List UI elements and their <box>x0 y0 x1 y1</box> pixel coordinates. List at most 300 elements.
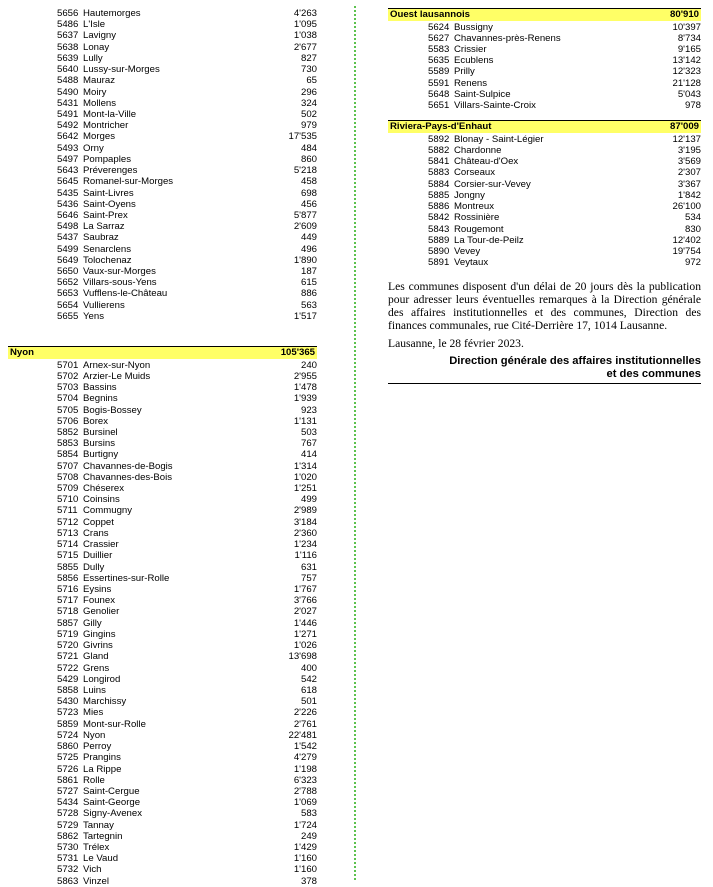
commune-name: Gilly <box>83 617 102 629</box>
commune-name: Vich <box>83 864 102 876</box>
commune-population: 1'271 <box>293 628 317 640</box>
commune-code: 5843 <box>428 223 450 235</box>
commune-row <box>8 165 317 176</box>
commune-population: 979 <box>300 120 317 132</box>
commune-name: Gingins <box>83 628 116 640</box>
commune-name: Longirod <box>83 673 121 685</box>
commune-population: 767 <box>300 438 317 450</box>
commune-name: Ecublens <box>454 55 494 67</box>
commune-code: 5651 <box>428 100 450 112</box>
commune-code: 5434 <box>57 797 79 809</box>
commune-population: 1'478 <box>293 382 317 394</box>
commune-code: 5490 <box>57 86 79 98</box>
commune-row <box>388 22 701 33</box>
commune-code: 5499 <box>57 243 79 255</box>
commune-name: Tartegnin <box>83 830 123 842</box>
date-line: Lausanne, le 28 février 2023. <box>388 337 524 351</box>
commune-code: 5708 <box>57 471 79 483</box>
commune-name: Saint-Livres <box>83 187 134 199</box>
commune-population: 3'195 <box>677 144 701 156</box>
commune-code: 5649 <box>57 254 79 266</box>
commune-population: 1'767 <box>293 584 317 595</box>
commune-row <box>8 53 317 64</box>
signature-block <box>388 355 701 384</box>
commune-code: 5858 <box>57 684 79 696</box>
commune-population: 730 <box>300 64 317 76</box>
commune-code: 5853 <box>57 438 79 450</box>
commune-row <box>8 199 317 210</box>
commune-code: 5709 <box>57 483 79 495</box>
commune-code: 5589 <box>428 66 450 78</box>
commune-row <box>8 764 317 775</box>
commune-code: 5639 <box>57 52 79 64</box>
commune-name: Mont-sur-Rolle <box>83 718 146 730</box>
commune-name: Tolochenaz <box>83 254 132 266</box>
commune-row <box>8 405 317 416</box>
commune-row <box>388 100 701 111</box>
commune-name: Arnex-sur-Nyon <box>83 359 151 371</box>
commune-name: Borex <box>83 415 109 427</box>
commune-code: 5712 <box>57 516 79 528</box>
commune-population: 12'323 <box>672 66 701 78</box>
commune-name: Gland <box>83 651 109 663</box>
commune-population: 1'251 <box>293 483 317 495</box>
commune-population: 1'095 <box>293 19 317 31</box>
commune-population: 5'877 <box>293 209 317 221</box>
commune-row <box>388 235 701 246</box>
commune-name: Morges <box>83 131 115 143</box>
commune-row <box>8 864 317 875</box>
commune-name: Nyon <box>83 729 106 741</box>
commune-name: Vevey <box>454 245 481 257</box>
commune-population: 886 <box>300 288 317 300</box>
commune-code: 5707 <box>57 460 79 472</box>
commune-name: Prilly <box>454 66 475 78</box>
commune-row <box>8 752 317 763</box>
commune-row <box>388 246 701 257</box>
commune-row <box>8 539 317 550</box>
commune-code: 5492 <box>57 120 79 132</box>
commune-population: 1'842 <box>677 189 701 201</box>
commune-code: 5431 <box>57 97 79 109</box>
commune-row <box>8 629 317 640</box>
commune-name: Givrins <box>83 640 113 652</box>
commune-population: 240 <box>300 359 317 371</box>
commune-population: 12'137 <box>672 133 701 145</box>
commune-name: Tannay <box>83 819 114 831</box>
commune-row <box>8 483 317 494</box>
commune-population: 378 <box>300 875 317 887</box>
commune-name: Chavannes-de-Bogis <box>83 460 173 472</box>
left-column <box>8 8 317 887</box>
commune-row <box>8 808 317 819</box>
commune-code: 5643 <box>57 165 79 177</box>
commune-population: 1'131 <box>293 415 317 427</box>
commune-population: 9'165 <box>677 43 701 55</box>
commune-population: 1'160 <box>293 864 317 876</box>
commune-population: 618 <box>300 684 317 696</box>
commune-name: Veytaux <box>454 257 489 269</box>
commune-name: Chavannes-près-Renens <box>454 32 561 44</box>
commune-code: 5842 <box>428 212 450 224</box>
commune-row <box>8 154 317 165</box>
commune-row <box>388 224 701 235</box>
commune-row <box>8 696 317 707</box>
commune-row <box>388 89 701 100</box>
commune-code: 5703 <box>57 382 79 394</box>
commune-row <box>8 528 317 539</box>
district-total: 80'910 <box>670 9 699 20</box>
commune-row <box>388 179 701 190</box>
commune-population: 1'026 <box>293 640 317 652</box>
commune-row <box>8 176 317 187</box>
commune-population: 458 <box>300 176 317 188</box>
commune-row <box>8 618 317 629</box>
commune-population: 456 <box>300 198 317 210</box>
commune-code: 5710 <box>57 494 79 506</box>
commune-name: Hautemorges <box>83 8 141 19</box>
commune-population: 8'734 <box>677 32 701 44</box>
commune-row <box>8 730 317 741</box>
commune-name: Romanel-sur-Morges <box>83 176 174 188</box>
commune-code: 5429 <box>57 673 79 685</box>
commune-population: 1'069 <box>293 797 317 809</box>
commune-population: 2'027 <box>293 606 317 618</box>
commune-name: Saint-George <box>83 797 141 809</box>
commune-row <box>8 707 317 718</box>
commune-row <box>8 719 317 730</box>
commune-name: Senarclens <box>83 243 131 255</box>
commune-population: 502 <box>300 108 317 120</box>
commune-population: 563 <box>300 299 317 311</box>
commune-population: 10'397 <box>672 21 701 33</box>
commune-code: 5491 <box>57 108 79 120</box>
commune-population: 972 <box>684 257 701 269</box>
commune-name: Commugny <box>83 505 133 517</box>
commune-population: 4'263 <box>293 8 317 19</box>
commune-population: 3'766 <box>293 595 317 607</box>
notice-paragraph: Les communes disposent d'un délai de 20 jours dès la publication pour adresser leurs éventuelles remarques à la Direction générale des affaires institutionnelles et des communes, Direction des finances communales, rue Cité-Derrière 17, 1014 Lausanne. <box>388 280 701 333</box>
commune-code: 5718 <box>57 606 79 618</box>
commune-population: 1'939 <box>293 393 317 405</box>
commune-code: 5890 <box>428 245 450 257</box>
commune-population: 19'754 <box>672 245 701 257</box>
commune-row <box>8 371 317 382</box>
commune-name: Founex <box>83 595 115 607</box>
ouest-lausannois-list <box>388 22 701 112</box>
commune-population: 249 <box>300 830 317 842</box>
commune-code: 5627 <box>428 32 450 44</box>
commune-name: Villars-Sainte-Croix <box>454 100 536 112</box>
district-header-riviera <box>388 120 701 133</box>
commune-row <box>8 573 317 584</box>
commune-name: Bussigny <box>454 21 493 33</box>
commune-population: 583 <box>300 808 317 820</box>
commune-population: 757 <box>300 572 317 584</box>
commune-row <box>8 87 317 98</box>
commune-code: 5854 <box>57 449 79 461</box>
commune-code: 5721 <box>57 651 79 663</box>
commune-population: 26'100 <box>672 201 701 213</box>
commune-code: 5884 <box>428 178 450 190</box>
commune-population: 503 <box>300 426 317 438</box>
commune-population: 615 <box>300 277 317 289</box>
commune-code: 5856 <box>57 572 79 584</box>
commune-population: 2'761 <box>293 718 317 730</box>
commune-name: Lavigny <box>83 30 117 42</box>
commune-code: 5497 <box>57 153 79 165</box>
commune-population: 830 <box>684 223 701 235</box>
commune-name: Burtigny <box>83 449 119 461</box>
commune-row <box>8 505 317 516</box>
commune-code: 5435 <box>57 187 79 199</box>
commune-code: 5892 <box>428 133 450 145</box>
commune-population: 1'116 <box>294 550 317 562</box>
commune-code: 5436 <box>57 198 79 210</box>
commune-code: 5732 <box>57 864 79 876</box>
commune-code: 5889 <box>428 234 450 246</box>
commune-population: 17'535 <box>288 131 317 143</box>
commune-row <box>8 494 317 505</box>
commune-code: 5652 <box>57 277 79 289</box>
commune-population: 499 <box>300 494 317 506</box>
commune-code: 5583 <box>428 43 450 55</box>
commune-name: Trélex <box>83 842 110 854</box>
commune-population: 2'955 <box>293 370 317 382</box>
commune-row <box>8 427 317 438</box>
commune-name: Chardonne <box>454 144 502 156</box>
commune-row <box>8 820 317 831</box>
commune-row <box>8 64 317 75</box>
commune-code: 5646 <box>57 209 79 221</box>
commune-name: Mollens <box>83 97 117 109</box>
commune-name: Villars-sous-Yens <box>83 277 157 289</box>
commune-name: Pompaples <box>83 153 131 165</box>
commune-population: 22'481 <box>288 729 317 741</box>
commune-row <box>8 98 317 109</box>
commune-code: 5725 <box>57 752 79 764</box>
commune-code: 5437 <box>57 232 79 244</box>
district-header-ouest-lausannois <box>388 8 701 21</box>
commune-row <box>388 55 701 66</box>
district-total: 105'365 <box>280 347 315 359</box>
commune-code: 5704 <box>57 393 79 405</box>
commune-code: 5705 <box>57 404 79 416</box>
commune-code: 5498 <box>57 221 79 233</box>
commune-code: 5731 <box>57 853 79 865</box>
commune-name: Vaux-sur-Morges <box>83 266 156 278</box>
commune-population: 484 <box>300 142 317 154</box>
commune-row <box>8 842 317 853</box>
commune-row <box>8 685 317 696</box>
commune-name: Eysins <box>83 584 112 595</box>
commune-code: 5655 <box>57 310 79 322</box>
commune-name: Crassier <box>83 539 119 551</box>
commune-name: Préverenges <box>83 165 138 177</box>
commune-code: 5648 <box>428 88 450 100</box>
commune-row <box>8 288 317 299</box>
commune-code: 5727 <box>57 785 79 797</box>
commune-population: 5'043 <box>677 88 701 100</box>
commune-row <box>388 167 701 178</box>
commune-population: 1'198 <box>293 763 317 775</box>
commune-row <box>8 517 317 528</box>
commune-row <box>8 19 317 30</box>
commune-row <box>8 8 317 19</box>
commune-row <box>388 257 701 268</box>
commune-population: 414 <box>300 449 317 461</box>
commune-row <box>8 853 317 864</box>
commune-name: Dully <box>83 561 105 573</box>
commune-population: 3'367 <box>677 178 701 190</box>
commune-row <box>8 109 317 120</box>
commune-population: 5'218 <box>293 165 317 177</box>
commune-name: Château-d'Oex <box>454 156 519 168</box>
commune-name: Coinsins <box>83 494 120 506</box>
commune-population: 13'698 <box>288 651 317 663</box>
commune-name: Saint-Sulpice <box>454 88 511 100</box>
commune-name: Orny <box>83 142 104 154</box>
commune-name: La Tour-de-Peilz <box>454 234 524 246</box>
commune-row <box>388 212 701 223</box>
commune-code: 5488 <box>57 75 79 87</box>
commune-population: 1'724 <box>293 819 317 831</box>
commune-name: La Rippe <box>83 763 122 775</box>
commune-name: Marchissy <box>83 696 127 708</box>
commune-name: Coppet <box>83 516 114 528</box>
commune-population: 1'160 <box>293 853 317 865</box>
commune-population: 2'677 <box>293 41 317 53</box>
commune-name: Chéserex <box>83 483 125 495</box>
commune-code: 5855 <box>57 561 79 573</box>
commune-code: 5714 <box>57 539 79 551</box>
commune-code: 5841 <box>428 156 450 168</box>
commune-row <box>388 145 701 156</box>
commune-population: 400 <box>300 662 317 674</box>
commune-code: 5726 <box>57 763 79 775</box>
commune-code: 5852 <box>57 426 79 438</box>
commune-name: Crissier <box>454 43 487 55</box>
commune-name: Rougemont <box>454 223 504 235</box>
commune-code: 5859 <box>57 718 79 730</box>
commune-population: 542 <box>300 673 317 685</box>
commune-population: 698 <box>300 187 317 199</box>
commune-code: 5730 <box>57 842 79 854</box>
commune-name: La Sarraz <box>83 221 125 233</box>
commune-row <box>8 30 317 41</box>
commune-code: 5645 <box>57 176 79 188</box>
district-total: 87'009 <box>670 121 699 133</box>
commune-population: 324 <box>300 97 317 109</box>
commune-row <box>8 449 317 460</box>
commune-code: 5701 <box>57 359 79 371</box>
commune-row <box>8 595 317 606</box>
commune-row <box>8 461 317 472</box>
commune-name: Bassins <box>83 382 117 394</box>
commune-population: 2'788 <box>293 785 317 797</box>
commune-row <box>8 255 317 266</box>
commune-population: 501 <box>300 696 317 708</box>
commune-row <box>8 188 317 199</box>
commune-population: 496 <box>300 243 317 255</box>
commune-code: 5885 <box>428 189 450 201</box>
commune-code: 5717 <box>57 595 79 607</box>
commune-name: Le Vaud <box>83 853 119 865</box>
commune-row <box>8 472 317 483</box>
commune-row <box>8 120 317 131</box>
commune-name: Lonay <box>83 41 110 53</box>
commune-population: 2'989 <box>293 505 317 517</box>
commune-name: Arzier-Le Muids <box>83 370 151 382</box>
district-name: Nyon <box>10 347 34 359</box>
commune-row <box>8 75 317 86</box>
commune-row <box>8 438 317 449</box>
commune-row <box>8 831 317 842</box>
commune-row <box>8 584 317 595</box>
commune-row <box>8 663 317 674</box>
commune-population: 1'314 <box>293 460 317 472</box>
commune-population: 1'038 <box>293 30 317 42</box>
commune-name: Begnins <box>83 393 118 405</box>
commune-name: Bogis-Bossey <box>83 404 142 416</box>
commune-row <box>8 360 317 371</box>
commune-population: 2'307 <box>677 167 701 179</box>
commune-code: 5650 <box>57 266 79 278</box>
commune-row <box>8 382 317 393</box>
commune-name: Mies <box>83 707 104 719</box>
commune-code: 5486 <box>57 19 79 31</box>
commune-name: Prangins <box>83 752 121 764</box>
commune-name: Vullierens <box>83 299 125 311</box>
commune-row <box>8 221 317 232</box>
commune-code: 5860 <box>57 741 79 753</box>
commune-code: 5720 <box>57 640 79 652</box>
commune-code: 5724 <box>57 729 79 741</box>
commune-population: 1'020 <box>293 471 317 483</box>
commune-name: Grens <box>83 662 110 674</box>
commune-code: 5706 <box>57 415 79 427</box>
commune-code: 5886 <box>428 201 450 213</box>
commune-name: Rossinière <box>454 212 500 224</box>
right-column <box>388 8 701 384</box>
commune-population: 296 <box>300 86 317 98</box>
commune-code: 5654 <box>57 299 79 311</box>
district-name: Riviera-Pays-d'Enhaut <box>390 121 492 133</box>
commune-name: Jongny <box>454 189 485 201</box>
commune-name: Blonay - Saint-Légier <box>454 133 544 145</box>
commune-code: 5702 <box>57 370 79 382</box>
commune-population: 21'128 <box>672 77 701 89</box>
commune-population: 13'142 <box>672 55 701 67</box>
commune-code: 5624 <box>428 21 450 33</box>
commune-name: Bursinel <box>83 426 118 438</box>
commune-population: 449 <box>300 232 317 244</box>
signature-line-1: Direction générale des affaires institutionnelles <box>449 355 701 368</box>
commune-code: 5591 <box>428 77 450 89</box>
commune-population: 1'890 <box>293 254 317 266</box>
commune-population: 12'402 <box>672 234 701 246</box>
commune-population: 1'542 <box>293 741 317 753</box>
commune-row <box>8 876 317 887</box>
signature-line-2: et des communes <box>606 368 701 381</box>
commune-population: 534 <box>684 212 701 224</box>
commune-population: 1'517 <box>293 310 317 322</box>
commune-population: 827 <box>300 52 317 64</box>
commune-row <box>388 190 701 201</box>
commune-code: 5635 <box>428 55 450 67</box>
commune-row <box>8 131 317 142</box>
commune-population: 3'184 <box>293 516 317 528</box>
